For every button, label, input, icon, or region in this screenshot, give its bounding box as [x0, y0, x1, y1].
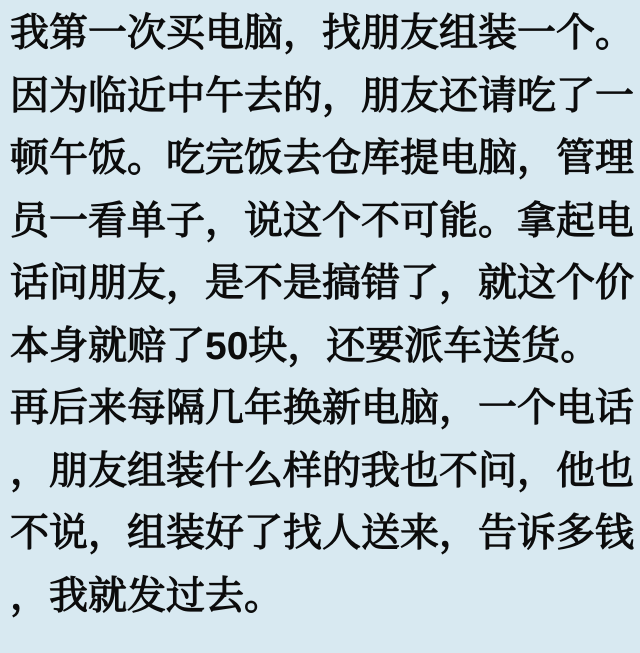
text-line: 顿午饭。吃完饭去仓库提电脑，管理 — [10, 137, 635, 180]
text-line: 本身就赔了50块，还要派车送货。 — [10, 324, 600, 368]
text-line: 员一看单子，说这个不可能。拿起电 — [10, 199, 635, 243]
text-line: 再后来每隔几年换新电脑，一个电话 — [10, 387, 635, 430]
text-line: 不说，组装好了找人送来，告诉多钱 — [10, 512, 635, 555]
text-line: ，我就发过去。 — [10, 574, 284, 618]
text-line: 话问朋友，是不是搞错了，就这个价 — [10, 262, 635, 305]
text-line: 我第一次买电脑，找朋友组装一个。 — [10, 12, 635, 55]
text-line: ，朋友组装什么样的我也不问，他也 — [10, 449, 635, 493]
text-line: 因为临近中午去的，朋友还请吃了一 — [10, 74, 635, 118]
